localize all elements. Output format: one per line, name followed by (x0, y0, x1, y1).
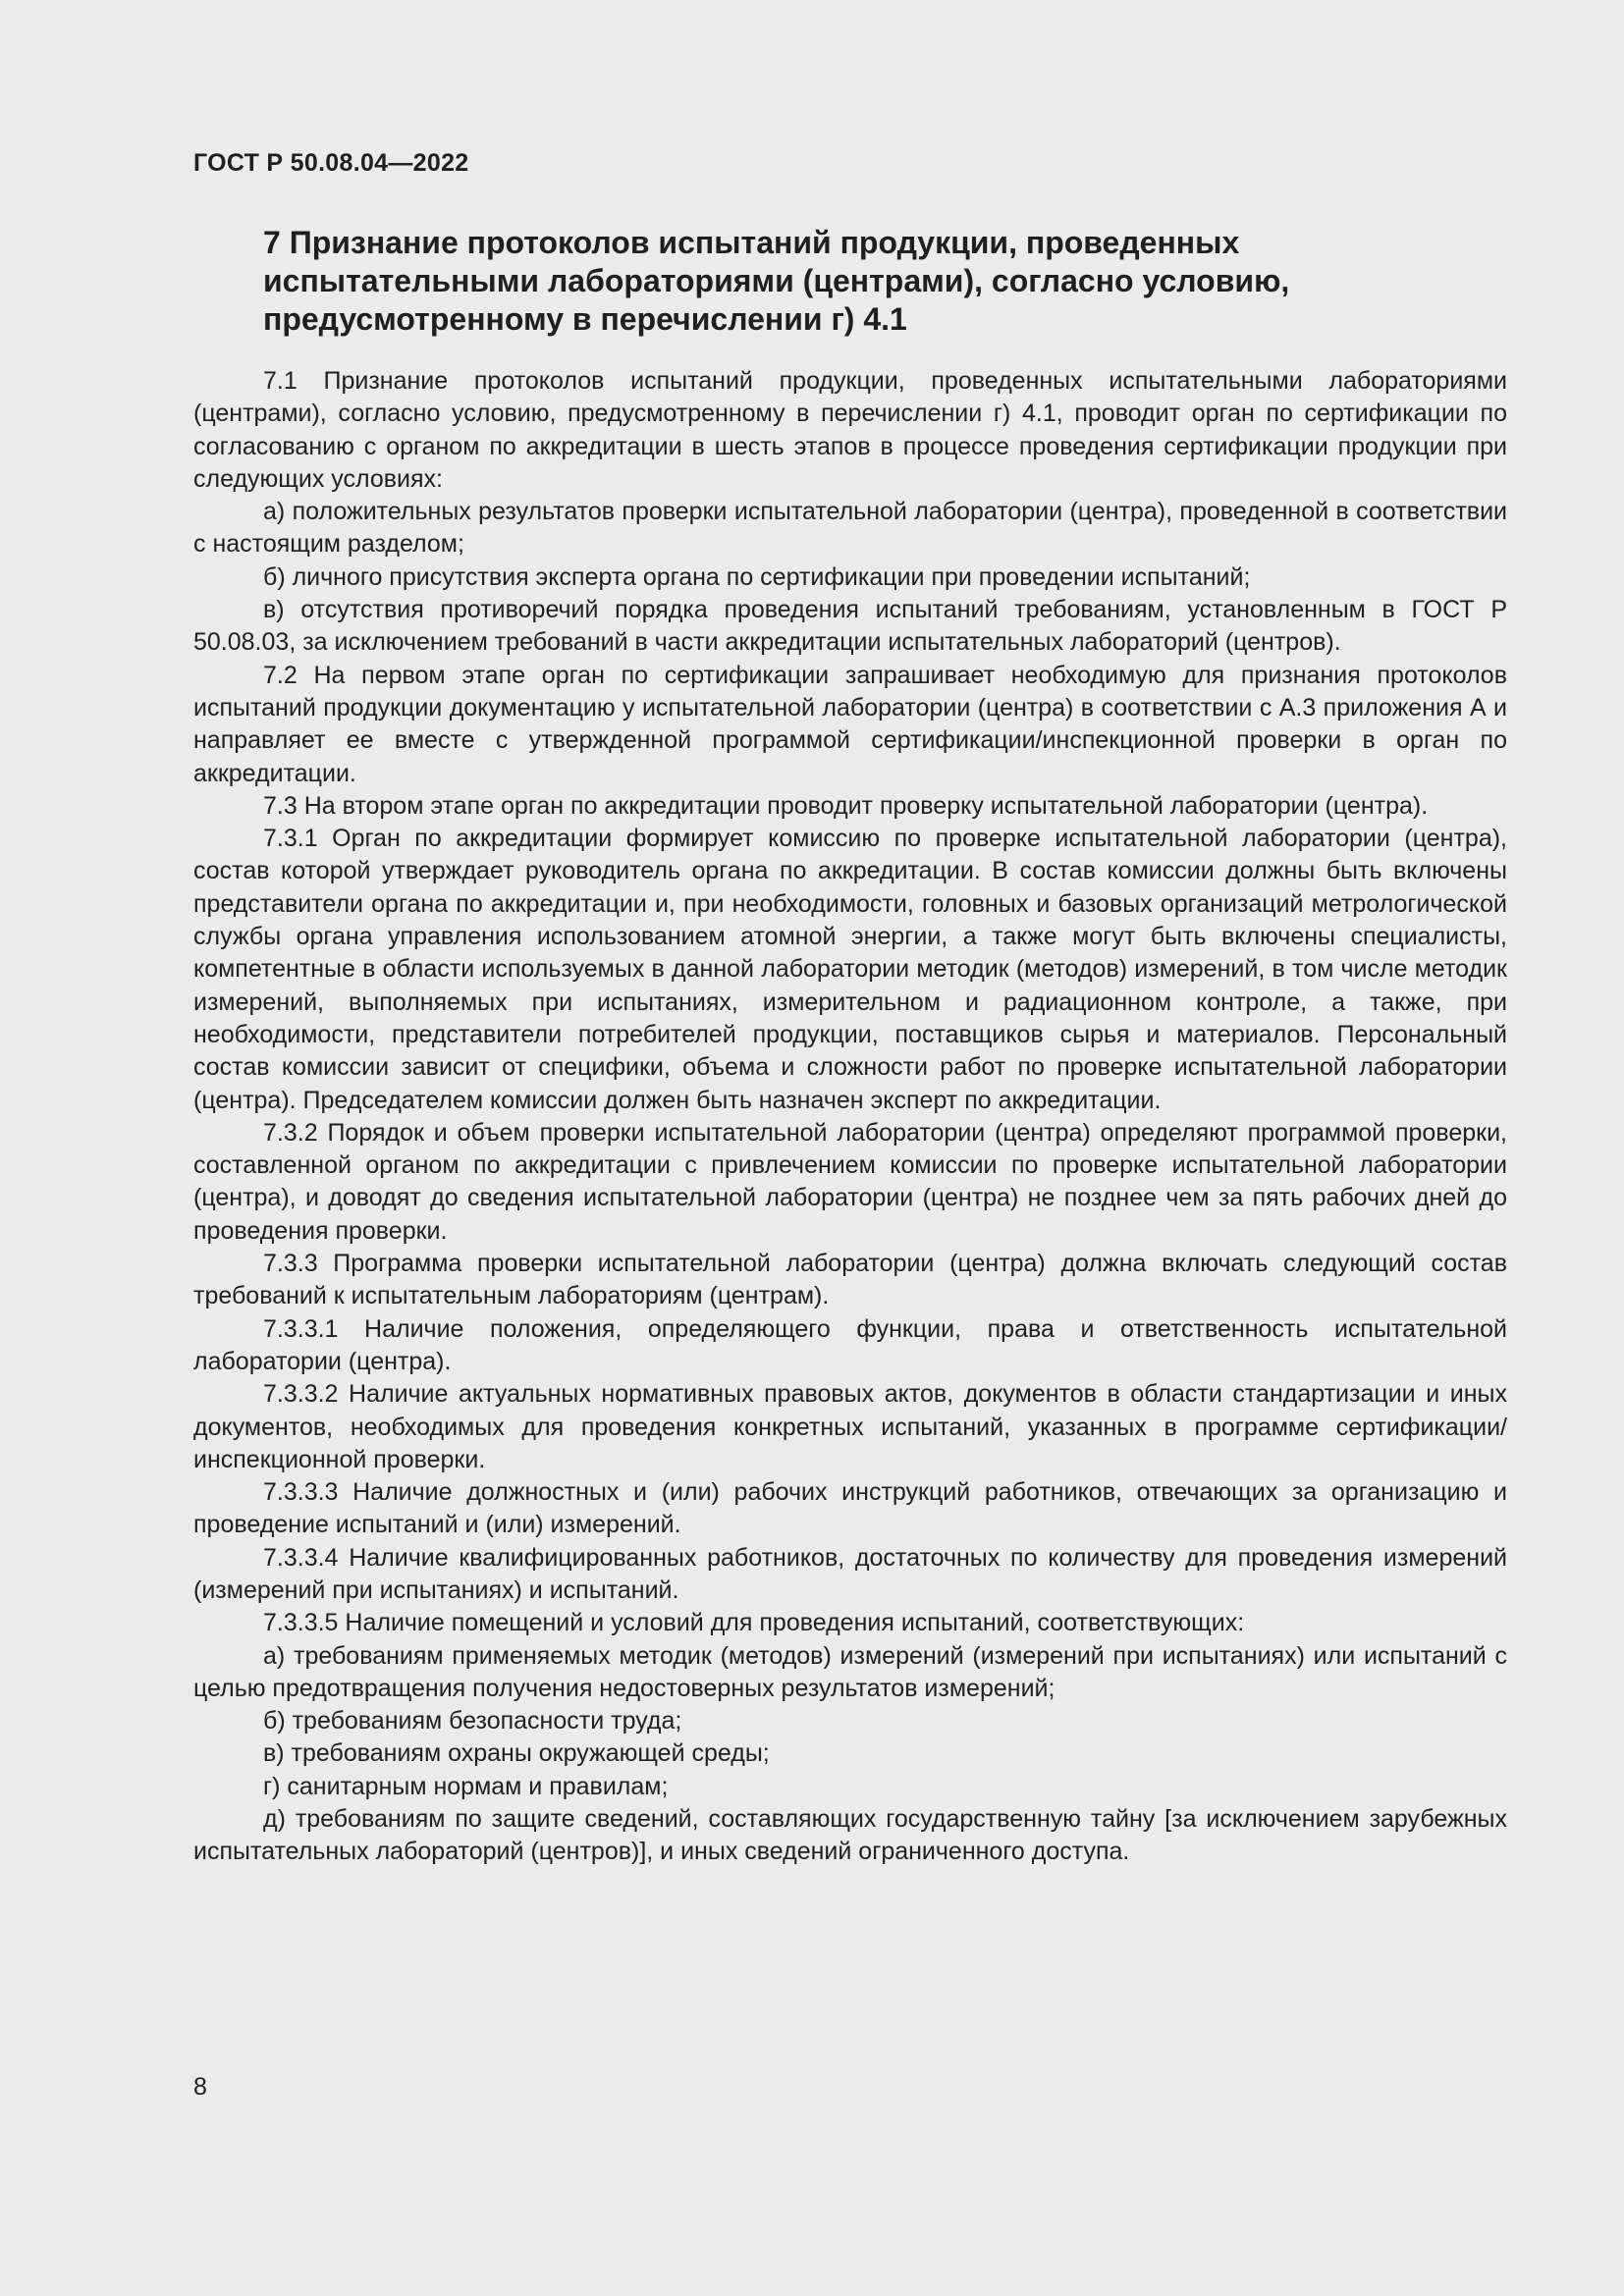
requirement-item-v: в) требованиям охраны окружающей среды; (263, 1739, 770, 1768)
document-code-header: ГОСТ Р 50.08.04—2022 (193, 149, 469, 177)
section-title-line: предусмотренному в перечислении г) 4.1 (263, 301, 907, 337)
section-title-line: испытательными лабораториями (центрами), согласно условию, (263, 263, 1290, 298)
requirement-item-b: б) требованиям безопасности труда; (263, 1707, 682, 1735)
paragraph-7-2: 7.2 На первом этапе орган по сертификации запрашивает необходимую для признания протоколов испытаний продукции документацию у испытательной лаборатории (центра) в соответствии с А.3 приложения А и направляет ее вместе с утвержденной программой сертификации/инспекционной проверки в орган по аккредитации. (193, 661, 1507, 787)
paragraph-7-3-3-3: 7.3.3.3 Наличие должностных и (или) рабочих инструкций работников, отвечающих за организацию и проведение испытаний и (или) измерений. (193, 1478, 1507, 1539)
requirement-item-g: г) санитарным нормам и правилам; (263, 1772, 669, 1800)
paragraph-7-3: 7.3 На втором этапе орган по аккредитации проводит проверку испытательной лаборатории (центра). (263, 791, 1429, 820)
paragraph-7-3-2: 7.3.2 Порядок и объем проверки испытательной лаборатории (центра) определяют программой проверки, составленной органом по аккредитации с привлечением комиссии по проверке испытательной лаборатории (центра), и доводят до сведения испытательной лаборатории (центра) не позднее чем за пять рабочих дней до проведения проверки. (193, 1118, 1507, 1245)
condition-item-a: а) положительных результатов проверки испытательной лаборатории (центра), проведенной в соответствии с настоящим разделом; (193, 498, 1507, 559)
section-title-line: 7 Признание протоколов испытаний продукции, проведенных (263, 225, 1240, 260)
paragraph-7-3-3-4: 7.3.3.4 Наличие квалифицированных работников, достаточных по количеству для проведения измерений (измерений при испытаниях) и испытаний. (193, 1543, 1507, 1604)
requirement-item-d: д) требованиям по защите сведений, составляющих государственную тайну [за исключением зарубежных испытательных лабораторий (центров)], и иных сведений ограниченного доступа. (193, 1805, 1507, 1866)
section-title (263, 224, 1471, 339)
document-body (193, 365, 1507, 1869)
paragraph-7-3-3-1: 7.3.3.1 Наличие положения, определяющего функции, права и ответственность испытательной лаборатории (центра). (193, 1314, 1507, 1375)
paragraph-7-3-3-5: 7.3.3.5 Наличие помещений и условий для проведения испытаний, соответствующих: (263, 1609, 1245, 1637)
requirement-item-a: а) требованиям применяемых методик (методов) измерений (измерений при испытаниях) или испытаний с целью предотвращения получения недостоверных результатов измерений; (193, 1641, 1507, 1702)
paragraph-7-3-3-2: 7.3.3.2 Наличие актуальных нормативных правовых актов, документов в области стандартизации и иных документов, необходимых для проведения конкретных испытаний, указанных в программе сертификации/инспекционной проверки. (193, 1380, 1507, 1473)
paragraph-7-1: 7.1 Признание протоколов испытаний продукции, проведенных испытательными лабораториями (центрами), согласно условию, предусмотренному в перечислении г) 4.1, проводит орган по сертификации по согласованию с органом по аккредитации в шесть этапов в процессе проведения сертификации продукции при следующих условиях: (193, 367, 1507, 493)
condition-item-b: б) личного присутствия эксперта органа по сертификации при проведении испытаний; (263, 562, 1251, 591)
paragraph-7-3-3: 7.3.3 Программа проверки испытательной лаборатории (центра) должна включать следующий состав требований к испытательным лабораториям (центрам). (193, 1250, 1507, 1310)
page-number: 8 (193, 2073, 207, 2101)
paragraph-7-3-1: 7.3.1 Орган по аккредитации формирует комиссию по проверке испытательной лаборатории (центра), состав которой утверждает руководитель органа по аккредитации. В состав комиссии должны быть включены представители органа по аккредитации и, при необходимости, головных и базовых организаций метрологической службы органа управления использованием атомной энергии, а также могут быть включены специалисты, компетентные в области используемых в данной лаборатории методик (методов) измерений, в том числе методик измерений, выполняемых при испытаниях, измерительном и радиационном контроле, а также, при необходимости, представители потребителей продукции, поставщиков сырья и материалов. Персональный состав комиссии зависит от специфики, объема и сложности работ по проверке испытательной лаборатории (центра). Председателем комиссии должен быть назначен эксперт по аккредитации. (193, 825, 1507, 1114)
condition-item-v: в) отсутствия противоречий порядка проведения испытаний требованиям, установленным в ГОСТ Р 50.08.03, за исключением требований в части аккредитации испытательных лабораторий (центров). (193, 596, 1507, 657)
